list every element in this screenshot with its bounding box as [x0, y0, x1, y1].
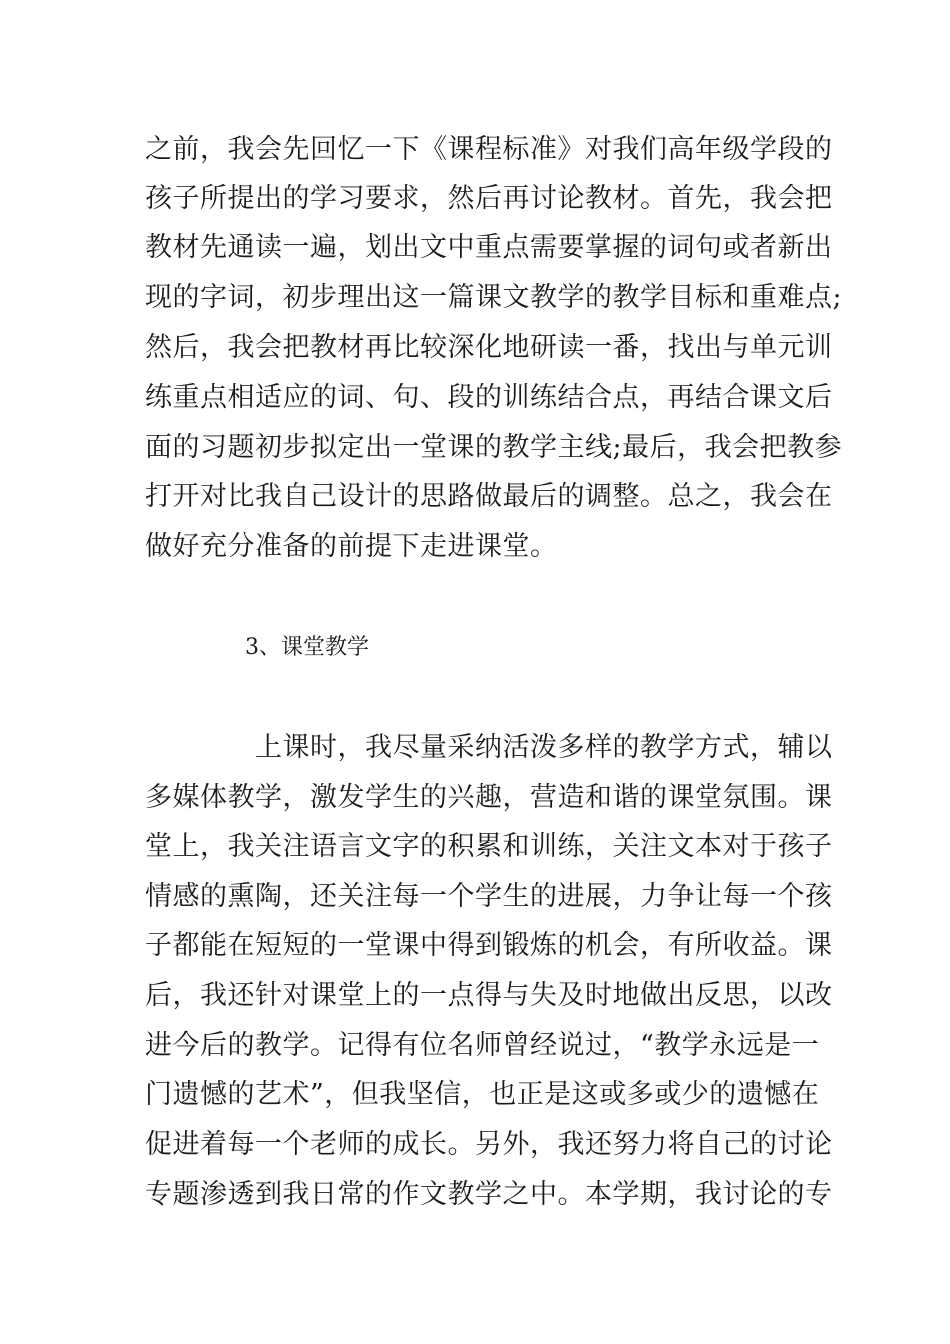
paragraph-line: 上课时，我尽量采纳活泼多样的教学方式，辅以 [145, 732, 833, 763]
paragraph-line: 专题渗透到我日常的作文教学之中。本学期，我讨论的专 [145, 1179, 833, 1210]
paragraph-line: 之前，我会先回忆一下《课程标准》对我们高年级学段的 [145, 134, 833, 165]
paragraph-line: 多媒体教学，激发学生的兴趣，营造和谐的课堂氛围。课 [145, 782, 833, 813]
paragraph-line: 门遗憾的艺术”，但我坚信，也正是这或多或少的遗憾在 [145, 1079, 820, 1110]
paragraph-line: 面的习题初步拟定出一堂课的教学主线;最后，我会把教参 [145, 432, 843, 463]
paragraph-line: 教材先通读一遍，划出文中重点需要掌握的词句或者新出 [145, 232, 833, 263]
paragraph-line: 后，我还针对课堂上的一点得与失及时地做出反思，以改 [145, 980, 833, 1011]
paragraph-line: 孩子所提出的学习要求，然后再讨论教材。首先，我会把 [145, 183, 833, 214]
paragraph-line: 进今后的教学。记得有位名师曾经说过，“教学永远是一 [145, 1030, 820, 1061]
paragraph-line: 打开对比我自己设计的思路做最后的调整。总之，我会在 [145, 481, 833, 512]
paragraph-line: 做好充分准备的前提下走进课堂。 [145, 531, 558, 562]
paragraph-line: 然后，我会把教材再比较深化地研读一番，找出与单元训 [145, 332, 833, 363]
paragraph-line: 堂上，我关注语言文字的积累和训练，关注文本对于孩子 [145, 831, 833, 862]
section-heading: 3、课堂教学 [245, 635, 369, 660]
paragraph-line: 情感的熏陶，还关注每一个学生的进展，力争让每一个孩 [145, 881, 833, 912]
paragraph-line: 练重点相适应的词、句、段的训练结合点，再结合课文后 [145, 382, 833, 413]
paragraph-line: 现的字词，初步理出这一篇课文教学的教学目标和重难点; [145, 282, 843, 313]
paragraph-line: 促进着每一个老师的成长。另外，我还努力将自己的讨论 [145, 1129, 833, 1160]
paragraph-line: 子都能在短短的一堂课中得到锻炼的机会，有所收益。课 [145, 930, 833, 961]
